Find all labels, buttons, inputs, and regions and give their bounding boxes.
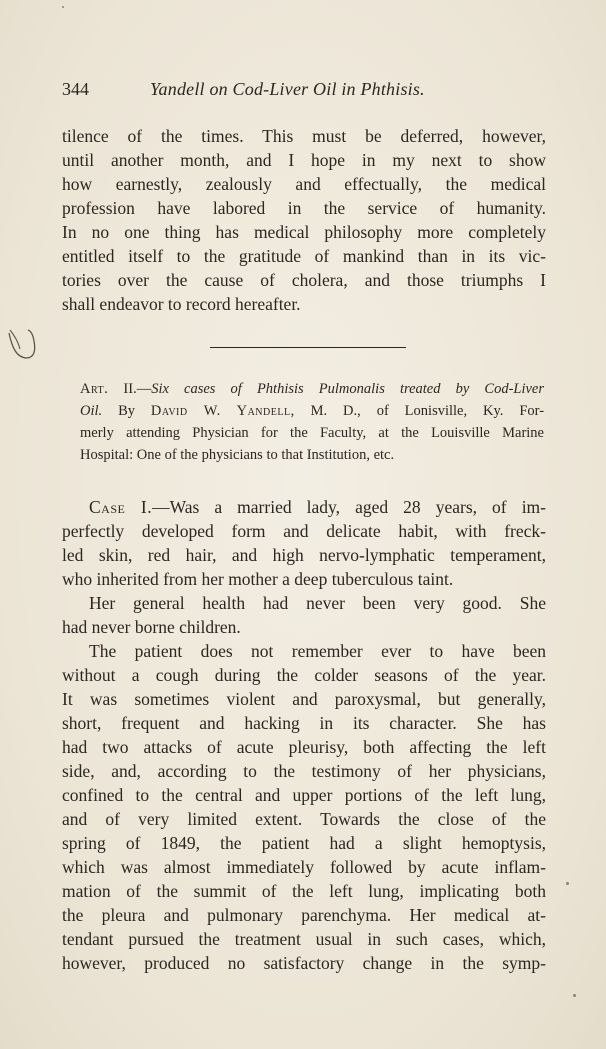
article-author: David W. Yandell,	[150, 403, 295, 419]
article-number: II.—	[123, 381, 152, 397]
text-line: and of very limited extent. Towards the close of the	[62, 809, 546, 829]
text-line: In no one thing has medical philosophy more completely	[62, 222, 546, 242]
article-title-end: Oil.	[80, 403, 103, 419]
running-title: Yandell on Cod-Liver Oil in Phthisis.	[150, 79, 425, 99]
text-line: side, and, according to the testimony of her physicians,	[62, 761, 546, 781]
section-divider	[210, 347, 406, 348]
text-line: without a cough during the colder seasons of the year.	[62, 665, 546, 685]
text-line: mation of the summit of the left lung, implicating both	[62, 881, 546, 901]
text-line: had two attacks of acute pleurisy, both affecting the left	[62, 737, 546, 757]
case-heading: Case I.	[89, 497, 153, 517]
article-heading-line-4: Hospital: One of the physicians to that Institution, etc.	[80, 447, 395, 463]
case-first-line: —Was a married lady, aged 28 years, of im-	[152, 497, 546, 517]
text-line: who inherited from her mother a deep tuberculous taint.	[62, 569, 454, 589]
text-line: entitled itself to the gratitude of mankind than in its vic-	[62, 246, 546, 266]
page-number: 344	[62, 79, 89, 99]
text-line: The patient does not remember ever to have been	[89, 641, 546, 661]
article-heading-line-3: merly attending Physician for the Faculty, at the Louisville Marine	[80, 425, 544, 441]
article-by: By	[118, 403, 135, 419]
text-line: shall endeavor to record hereafter.	[62, 294, 301, 314]
text-line: Her general health had never been very good. She	[89, 593, 546, 613]
text-line: led skin, red hair, and high nervo-lymphatic temperament,	[62, 545, 546, 565]
text-line: profession have labored in the service of humanity.	[62, 198, 546, 218]
paper-speck	[573, 994, 576, 997]
text-line: It was sometimes violent and paroxysmal, but generally,	[62, 689, 546, 709]
text-line: perfectly developed form and delicate habit, with freck-	[62, 521, 546, 541]
article-title: Six cases of Phthisis Pulmonalis treated by Cod-Liver	[151, 381, 545, 397]
text-line: how earnestly, zealously and effectually, the medical	[62, 174, 546, 194]
text-line: tories over the cause of cholera, and those triumphs I	[62, 270, 546, 290]
text-line: which was almost immediately followed by acute inflam-	[62, 857, 546, 877]
running-header	[62, 79, 540, 103]
text-line: had never borne children.	[62, 617, 241, 637]
text-line: however, produced no satisfactory change in the symp-	[62, 953, 546, 973]
article-prefix: Art.	[80, 381, 109, 397]
article-heading-line-1	[80, 378, 544, 400]
text-line: until another month, and I hope in my next to show	[62, 150, 546, 170]
text-line: the pleura and pulmonary parenchyma. Her medical at-	[62, 905, 546, 925]
text-line: short, frequent and hacking in its character. She has	[62, 713, 546, 733]
paper-speck	[62, 6, 64, 8]
case-heading-line	[89, 495, 546, 519]
article-heading-line-2	[80, 400, 544, 422]
text-line: tilence of the times. This must be deferred, however,	[62, 126, 546, 146]
article-degree-location: M. D., of Lonisville, Ky. For-	[310, 403, 545, 419]
paper-speck	[566, 882, 569, 885]
text-line: tendant pursued the treatment usual in such cases, which,	[62, 929, 546, 949]
text-line: confined to the central and upper portions of the left lung,	[62, 785, 546, 805]
margin-ink-mark	[6, 327, 38, 361]
text-line: spring of 1849, the patient had a slight hemoptysis,	[62, 833, 546, 853]
